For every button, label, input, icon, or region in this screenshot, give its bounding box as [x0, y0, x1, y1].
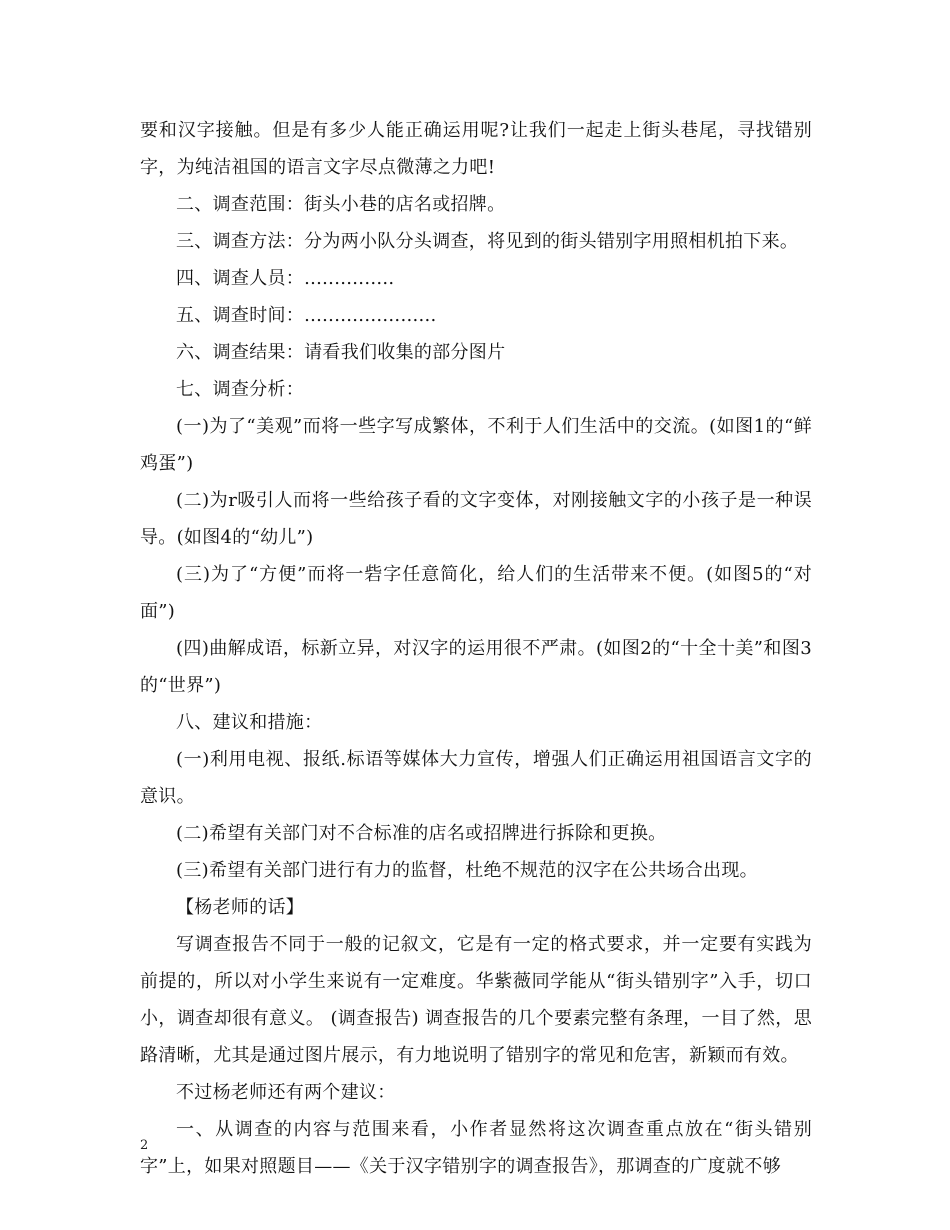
page-number: 2 [140, 1138, 149, 1153]
document-body [140, 112, 812, 1185]
paragraph-survey-method: 三、调查方法：分为两小队分头调查，将见到的街头错别字用照相机拍下来。 [176, 231, 799, 252]
paragraph-suggestion-3: (三)希望有关部门进行有力的监督，杜绝不规范的汉字在公共场合出现。 [176, 860, 758, 881]
paragraph-survey-results: 六、调查结果：请看我们收集的部分图片 [176, 342, 506, 363]
paragraph-survey-scope: 二、调查范围：街头小巷的店名或招牌。 [176, 194, 506, 215]
paragraph-analysis-2: (二)为r吸引人而将一些给孩子看的文字变体，对刚接触文字的小孩子是一种误导。(如图4的“幼儿”) [140, 490, 812, 548]
paragraph-survey-time: 五、调查时间：...................... [176, 305, 437, 326]
paragraph-analysis-3: (三)为了“方便”而将一砦字任意简化，给人们的生活带来不便。(如图5的“对面”) [140, 564, 812, 622]
paragraph-suggestion-1: (一)利用电视、报纸.标语等媒体大力宣传，增强人们正确运用祖国语言文字的意识。 [140, 749, 812, 807]
paragraph-teacher-comment: 写调查报告不同于一般的记叙文，它是有一定的格式要求，并一定要有实践为前提的，所以对小学生来说有一定难度。华紫薇同学能从“街头错别字”入手，切口小，调查却很有意义。 (调查报告) 调查报告的几个要素完整有条理，一目了然，思路清晰，尤其是通过图片展示，有力地说明了错别字的常见和危害，新颖而有效。 [140, 934, 812, 1066]
paragraph-teacher-suggestion-1: 一、从调查的内容与范围来看，小作者显然将这次调查重点放在“街头错别字”上，如果对照题目——《关于汉字错别字的调查报告》，那调查的广度就不够 [140, 1119, 812, 1177]
paragraph-suggestion-2: (二)希望有关部门对不合标准的店名或招牌进行拆除和更换。 [176, 823, 667, 844]
paragraph-teacher-suggestions-intro: 不过杨老师还有两个建议： [176, 1082, 396, 1103]
heading-survey-analysis: 七、调查分析： [176, 379, 305, 400]
paragraph-analysis-4: (四)曲解成语，标新立异，对汉字的运用很不严肃。(如图2的“十全十美”和图3的“世界”) [140, 638, 812, 696]
paragraph-intro-continued: 要和汉字接触。但是有多少人能正确运用呢?让我们一起走上街头巷尾，寻找错别字，为纯洁祖国的语言文字尽点微薄之力吧! [140, 120, 812, 178]
paragraph-survey-staff: 四、调查人员：............... [176, 268, 395, 289]
paragraph-analysis-1: (一)为了“美观”而将一些字写成繁体，不利于人们生活中的交流。(如图1的“鲜鸡蛋”) [140, 416, 812, 474]
heading-teacher-comment: 【杨老师的话】 [176, 897, 305, 918]
heading-suggestions: 八、建议和措施： [176, 712, 323, 733]
